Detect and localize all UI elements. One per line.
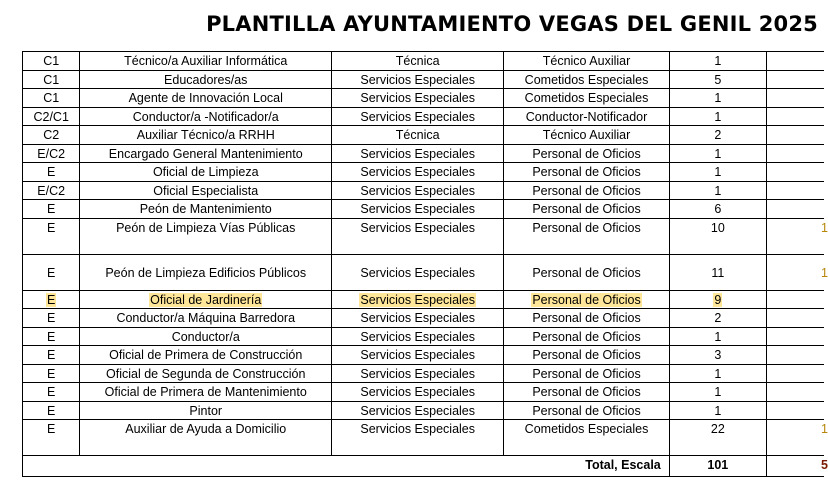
table-row: [23, 52, 825, 71]
class-cell-text: Personal de Oficios: [532, 311, 641, 325]
table-row: [23, 254, 825, 290]
subscale-cell-text: Servicios Especiales: [360, 348, 476, 362]
group-cell-text: C1: [43, 91, 60, 105]
subscale-cell-text: Servicios Especiales: [360, 109, 476, 124]
subscale-cell: [332, 163, 504, 182]
position-cell: [80, 52, 332, 71]
extra-cell: [766, 70, 824, 89]
group-cell-text: E: [47, 165, 56, 179]
group-cell-text: C1: [43, 72, 60, 87]
count-cell-text: 1: [714, 329, 722, 344]
class-cell: [504, 401, 669, 420]
extra-cell: [766, 383, 824, 402]
count-cell: [669, 401, 766, 420]
subscale-cell-text: Servicios Especiales: [360, 403, 476, 418]
count-cell-text: 2: [714, 128, 722, 142]
position-cell: [80, 364, 332, 383]
position-cell: [80, 144, 332, 163]
subscale-cell: [332, 401, 504, 420]
subscale-cell-text: Servicios Especiales: [360, 183, 476, 198]
position-cell-text: Oficial de Jardinería: [150, 292, 262, 307]
group-cell: [23, 52, 80, 71]
page-title: PLANTILLA AYUNTAMIENTO VEGAS DEL GENIL 2025: [206, 12, 818, 36]
position-cell: [80, 70, 332, 89]
class-cell: [504, 383, 669, 402]
extra-cell: [766, 89, 824, 108]
position-cell-text: Auxiliar de Ayuda a Domicilio: [125, 422, 287, 436]
subscale-cell-text: Servicios Especiales: [360, 91, 476, 105]
class-cell: [504, 70, 669, 89]
position-cell: [80, 327, 332, 346]
extra-cell-text: 1: [821, 220, 828, 235]
group-cell-text: E/C2: [37, 183, 66, 198]
subscale-cell-text: Servicios Especiales: [360, 329, 476, 344]
count-cell: [669, 346, 766, 365]
count-cell: [669, 218, 766, 254]
extra-cell: [766, 181, 824, 200]
group-cell: [23, 309, 80, 328]
subscale-cell-text: Servicios Especiales: [360, 385, 476, 399]
subscale-cell: [332, 126, 504, 145]
position-cell: [80, 309, 332, 328]
class-cell: [504, 346, 669, 365]
count-cell-text: 10: [710, 220, 725, 235]
subscale-cell: [332, 144, 504, 163]
position-cell: [80, 126, 332, 145]
class-cell-text: Técnico Auxiliar: [542, 54, 631, 68]
group-cell-text: E: [47, 422, 56, 436]
subscale-cell: [332, 290, 504, 309]
extra-cell: [766, 327, 824, 346]
class-cell-text: Personal de Oficios: [532, 220, 641, 235]
group-cell: [23, 364, 80, 383]
group-cell-text: E: [47, 403, 56, 418]
group-cell: [23, 327, 80, 346]
position-cell: [80, 383, 332, 402]
extra-cell: [766, 144, 824, 163]
position-cell-text: Conductor/a -Notificador/a: [132, 109, 279, 124]
position-cell-text: Encargado General Mantenimiento: [108, 146, 303, 161]
group-cell: [23, 401, 80, 420]
subscale-cell: [332, 181, 504, 200]
position-cell-text: Oficial de Limpieza: [152, 165, 259, 179]
count-cell: [669, 383, 766, 402]
class-cell: [504, 200, 669, 219]
count-cell-text: 3: [714, 348, 722, 362]
class-cell: [504, 144, 669, 163]
subscale-cell-text: Servicios Especiales: [360, 292, 476, 307]
class-cell: [504, 290, 669, 309]
subscale-cell-text: Servicios Especiales: [360, 72, 476, 87]
extra-cell: [766, 290, 824, 309]
position-cell: [80, 254, 332, 290]
position-cell-text: Conductor/a: [171, 329, 240, 344]
count-cell: [669, 420, 766, 456]
position-cell-text: Auxiliar Técnico/a RRHH: [136, 128, 275, 142]
table-row: [23, 163, 825, 182]
count-cell: [669, 327, 766, 346]
class-cell: [504, 309, 669, 328]
position-cell: [80, 218, 332, 254]
count-cell-text: 2: [714, 311, 722, 325]
subscale-cell-text: Servicios Especiales: [360, 220, 476, 235]
count-cell-text: 1: [714, 146, 722, 161]
table-row: [23, 420, 825, 456]
group-cell: [23, 163, 80, 182]
class-cell-text: Cometidos Especiales: [524, 72, 649, 87]
class-cell-text: Cometidos Especiales: [524, 422, 649, 436]
count-cell-text: 1: [714, 183, 722, 198]
position-cell: [80, 346, 332, 365]
group-cell-text: E: [47, 292, 56, 307]
subscale-cell: [332, 383, 504, 402]
count-cell: [669, 126, 766, 145]
class-cell-text: Cometidos Especiales: [524, 91, 649, 105]
group-cell: [23, 144, 80, 163]
table-row: [23, 126, 825, 145]
subscale-cell: [332, 89, 504, 108]
count-cell: [669, 70, 766, 89]
table-row: [23, 107, 825, 126]
table-row: [23, 144, 825, 163]
class-cell-text: Personal de Oficios: [532, 329, 641, 344]
total-extra-text: 5: [821, 458, 828, 472]
subscale-cell-text: Servicios Especiales: [360, 311, 476, 325]
group-cell: [23, 420, 80, 456]
group-cell: [23, 290, 80, 309]
subscale-cell: [332, 200, 504, 219]
extra-cell: [766, 218, 828, 254]
position-cell-text: Peón de Mantenimiento: [139, 202, 272, 216]
group-cell: [23, 218, 80, 254]
subscale-cell: [332, 420, 504, 456]
extra-cell: [766, 309, 824, 328]
subscale-cell-text: Servicios Especiales: [360, 146, 476, 161]
group-cell-text: C2/C1: [33, 109, 69, 124]
position-cell-text: Oficial de Primera de Mantenimiento: [104, 385, 307, 399]
position-cell-text: Oficial de Segunda de Construcción: [106, 366, 306, 381]
count-cell-text: 1: [714, 385, 722, 399]
class-cell: [504, 126, 669, 145]
count-cell: [669, 181, 766, 200]
count-cell: [669, 163, 766, 182]
class-cell-text: Personal de Oficios: [532, 403, 641, 418]
group-cell-text: E: [47, 385, 56, 399]
group-cell-text: E: [47, 220, 56, 235]
group-cell: [23, 383, 80, 402]
count-cell-text: 1: [714, 403, 722, 418]
count-cell: [669, 290, 766, 309]
count-cell-text: 22: [710, 422, 725, 436]
group-cell: [23, 89, 80, 108]
position-cell-text: Oficial Especialista: [153, 183, 259, 198]
class-cell: [504, 218, 669, 254]
subscale-cell-text: Servicios Especiales: [360, 165, 476, 179]
group-cell: [23, 126, 80, 145]
extra-cell: [766, 346, 824, 365]
class-cell: [504, 181, 669, 200]
position-cell: [80, 420, 332, 456]
class-cell-text: Conductor-Notificador: [525, 109, 648, 124]
class-cell: [504, 364, 669, 383]
group-cell-text: E: [47, 265, 56, 280]
table-row: [23, 309, 825, 328]
group-cell-text: C1: [43, 54, 60, 68]
subscale-cell: [332, 52, 504, 71]
subscale-cell: [332, 70, 504, 89]
position-cell-text: Educadores/as: [164, 72, 248, 87]
class-cell-text: Personal de Oficios: [532, 292, 641, 307]
class-cell: [504, 327, 669, 346]
class-cell-text: Personal de Oficios: [532, 366, 641, 381]
extra-cell: [766, 364, 824, 383]
position-cell: [80, 107, 332, 126]
class-cell: [504, 420, 669, 456]
count-cell: [669, 52, 766, 71]
table-row: [23, 383, 825, 402]
subscale-cell: [332, 364, 504, 383]
table-row: [23, 200, 825, 219]
total-label: Total, Escala: [23, 456, 670, 477]
extra-cell: [766, 420, 828, 456]
extra-cell: [766, 52, 824, 71]
count-cell: [669, 144, 766, 163]
group-cell-text: E: [47, 366, 56, 381]
table-row: [23, 401, 825, 420]
subscale-cell-text: Servicios Especiales: [360, 202, 476, 216]
position-cell: [80, 401, 332, 420]
count-cell-text: 1: [714, 54, 722, 68]
table-row: [23, 364, 825, 383]
extra-cell: [766, 107, 824, 126]
count-cell: [669, 107, 766, 126]
extra-cell: [766, 163, 824, 182]
count-cell-text: 9: [714, 292, 722, 307]
subscale-cell-text: Servicios Especiales: [360, 366, 476, 381]
group-cell: [23, 107, 80, 126]
class-cell-text: Personal de Oficios: [532, 348, 641, 362]
count-cell-text: 11: [711, 265, 725, 280]
count-cell: [669, 89, 766, 108]
group-cell: [23, 200, 80, 219]
count-cell: [669, 364, 766, 383]
class-cell: [504, 89, 669, 108]
subscale-cell-text: Técnica: [395, 54, 440, 68]
group-cell: [23, 181, 80, 200]
total-extra-cell: [766, 456, 828, 477]
extra-cell-text: 1: [821, 265, 828, 280]
position-cell-text: Oficial de Primera de Construcción: [109, 348, 303, 362]
position-cell-text: Peón de Limpieza Edificios Públicos: [105, 265, 307, 280]
count-cell: [669, 254, 766, 290]
count-cell-text: 1: [714, 165, 722, 179]
group-cell-text: E: [47, 329, 56, 344]
extra-cell: [766, 401, 824, 420]
count-cell-text: 1: [714, 91, 722, 105]
extra-cell: [766, 200, 824, 219]
position-cell: [80, 163, 332, 182]
group-cell: [23, 346, 80, 365]
class-cell-text: Personal de Oficios: [532, 165, 641, 179]
count-cell: [669, 309, 766, 328]
group-cell-text: E: [47, 202, 56, 216]
class-cell-text: Personal de Oficios: [532, 265, 641, 280]
table-row: [23, 89, 825, 108]
class-cell-text: Personal de Oficios: [532, 385, 641, 399]
class-cell: [504, 254, 669, 290]
group-cell: [23, 254, 80, 290]
class-cell-text: Personal de Oficios: [532, 202, 641, 216]
subscale-cell: [332, 218, 504, 254]
group-cell-text: E: [47, 348, 56, 362]
staff-table: [22, 51, 828, 477]
count-cell-text: 5: [714, 72, 722, 87]
group-cell: [23, 70, 80, 89]
class-cell: [504, 107, 669, 126]
subscale-cell: [332, 346, 504, 365]
position-cell-text: Peón de Limpieza Vías Públicas: [116, 220, 296, 235]
subscale-cell-text: Servicios Especiales: [360, 265, 476, 280]
extra-cell: [766, 126, 824, 145]
position-cell-text: Conductor/a Máquina Barredora: [116, 311, 296, 325]
position-cell: [80, 89, 332, 108]
class-cell-text: Personal de Oficios: [532, 183, 641, 198]
extra-cell: [766, 254, 828, 290]
position-cell-text: Pintor: [189, 403, 223, 418]
class-cell: [504, 52, 669, 71]
subscale-cell: [332, 254, 504, 290]
position-cell-text: Técnico/a Auxiliar Informática: [124, 54, 288, 68]
count-cell-text: 6: [714, 202, 722, 216]
table-row: [23, 327, 825, 346]
group-cell-text: E: [47, 311, 56, 325]
position-cell-text: Agente de Innovación Local: [128, 91, 283, 105]
total-value: 101: [669, 456, 766, 477]
subscale-cell: [332, 107, 504, 126]
total-row: [23, 456, 825, 477]
group-cell-text: C2: [43, 128, 60, 142]
position-cell: [80, 200, 332, 219]
table-row: [23, 346, 825, 365]
group-cell-text: E/C2: [37, 146, 66, 161]
subscale-cell: [332, 327, 504, 346]
class-cell-text: Técnico Auxiliar: [542, 128, 631, 142]
table-row: [23, 290, 825, 309]
position-cell: [80, 181, 332, 200]
class-cell-text: Personal de Oficios: [532, 146, 641, 161]
table-row: [23, 70, 825, 89]
position-cell: [80, 290, 332, 309]
count-cell-text: 1: [714, 109, 722, 124]
subscale-cell-text: Técnica: [395, 128, 440, 142]
table-row: [23, 181, 825, 200]
subscale-cell: [332, 309, 504, 328]
subscale-cell-text: Servicios Especiales: [360, 422, 476, 436]
class-cell: [504, 163, 669, 182]
count-cell-text: 1: [714, 366, 722, 381]
count-cell: [669, 200, 766, 219]
table-row: [23, 218, 825, 254]
extra-cell-text: 1: [821, 422, 828, 436]
